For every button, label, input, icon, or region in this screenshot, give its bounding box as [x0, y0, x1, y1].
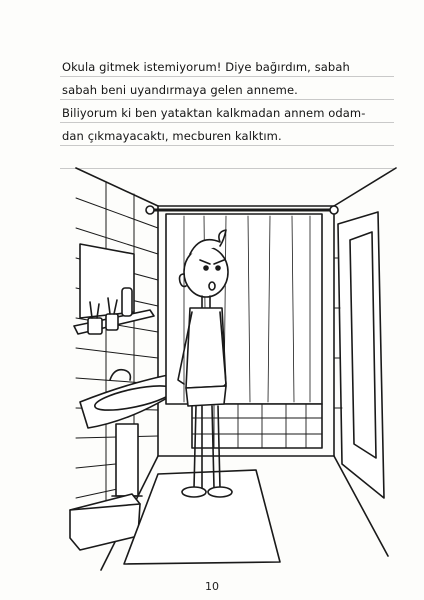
toilet	[70, 494, 140, 550]
ruled-line	[60, 145, 394, 146]
story-line-3: Biliyorum ki ben yataktan kalkmadan annem odam-	[62, 106, 366, 120]
page-number: 10	[205, 580, 219, 593]
ruled-line	[60, 76, 394, 77]
ruled-line	[60, 99, 394, 100]
door	[334, 212, 384, 498]
bathroom-illustration	[66, 158, 402, 578]
story-line-4: dan çıkmayacaktı, mecburen kalktım.	[62, 129, 282, 143]
story-line-1: Okula gitmek istemiyorum! Diye bağırdım, sabah	[62, 60, 350, 74]
story-line-2: sabah beni uyandırmaya gelen anneme.	[62, 83, 298, 97]
shower-curtain	[146, 206, 338, 448]
ruled-line	[60, 122, 394, 123]
